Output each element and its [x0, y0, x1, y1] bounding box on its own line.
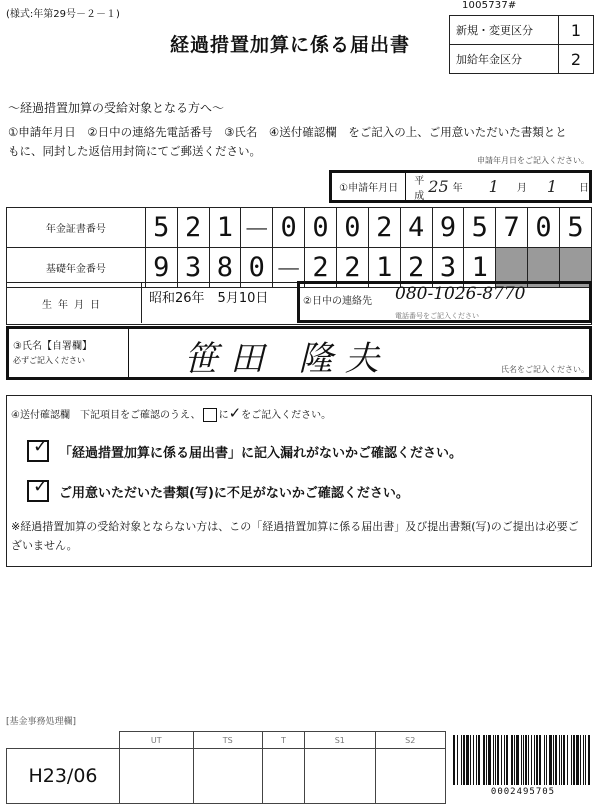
barcode-bar: [466, 735, 469, 785]
pension-cert-digit: 5: [145, 208, 177, 248]
barcode-bar: [463, 735, 465, 785]
category-value[interactable]: 2: [559, 45, 594, 74]
barcode-bar: [457, 735, 458, 785]
basic-pension-digit: 2: [336, 248, 368, 288]
pension-cert-digit: 4: [400, 208, 432, 248]
application-date-box: [329, 170, 592, 203]
barcode-bar: [501, 735, 502, 785]
category-table: [449, 15, 594, 74]
application-date-field[interactable]: [406, 173, 589, 200]
office-col-s1: S1: [305, 732, 375, 749]
basic-pension-digit: －: [273, 248, 305, 288]
month-value: 1: [488, 177, 499, 196]
barcode-bar: [553, 735, 554, 785]
year-value: 25: [428, 177, 449, 196]
application-date-label: ①申請年月日: [332, 173, 406, 200]
barcode: [453, 735, 593, 785]
contact-box: [297, 281, 592, 323]
document-id: 1005737#: [462, 0, 517, 11]
confirmation-heading: [11, 404, 331, 422]
barcode-bar: [495, 735, 496, 785]
barcode-bar: [580, 735, 581, 785]
barcode-bar: [514, 735, 515, 785]
office-cell: [375, 749, 445, 804]
checkbox-icon: [203, 408, 217, 422]
barcode-bar: [486, 735, 487, 785]
office-corner: [7, 732, 120, 749]
name-label-sub: 必ずご記入ください: [13, 356, 85, 365]
confirm-item-label: ご用意いただいた書類(写)に不足がないかご確認ください。: [59, 485, 409, 501]
confirm-head-pre: ④送付確認欄 下記項目をご確認のうえ、: [11, 410, 201, 421]
checkmark-icon: ✓: [33, 436, 49, 457]
barcode-bar: [561, 735, 562, 785]
barcode-bar: [504, 735, 505, 785]
era-label: 平成: [414, 175, 425, 202]
office-code: H23/06: [7, 749, 120, 804]
office-col-ts: TS: [193, 732, 262, 749]
name-label-text: ③氏名【自署欄】: [13, 341, 92, 352]
barcode-bar: [453, 735, 455, 785]
pension-cert-digit: 7: [496, 208, 528, 248]
basic-pension-digit: 9: [145, 248, 177, 288]
pension-cert-digit: 2: [177, 208, 209, 248]
barcode-bar: [511, 735, 513, 785]
barcode-bar: [478, 735, 480, 785]
barcode-bar: [549, 735, 552, 785]
contact-note: 電話番号をご記入ください: [395, 312, 479, 320]
office-cell: [262, 749, 304, 804]
day-value: 1: [546, 177, 557, 196]
pension-cert-digit: －: [241, 208, 273, 248]
office-cell: [120, 749, 194, 804]
barcode-bar: [473, 735, 474, 785]
category-label: 新規・変更区分: [450, 16, 559, 45]
pension-cert-digit: 9: [432, 208, 464, 248]
barcode-bar: [521, 735, 522, 785]
signature-field[interactable]: 笹田 隆夫: [184, 339, 391, 379]
basic-pension-label: 基礎年金番号: [7, 248, 146, 288]
number-grid: [6, 207, 592, 288]
office-col-s2: S2: [375, 732, 445, 749]
barcode-bar: [523, 735, 524, 785]
barcode-bar: [567, 735, 568, 785]
barcode-number: 0002495705: [490, 787, 556, 797]
checkmark-icon: ✓: [228, 404, 242, 422]
barcode-bar: [563, 735, 565, 785]
confirmation-section: [6, 395, 592, 567]
month-unit: 月: [516, 183, 527, 194]
pension-cert-digit: 1: [209, 208, 241, 248]
basic-pension-digit: 2: [400, 248, 432, 288]
office-header-row: [7, 732, 446, 749]
basic-pension-digit: 3: [432, 248, 464, 288]
office-body-row: [7, 749, 446, 804]
barcode-bar: [555, 735, 557, 785]
pension-cert-digit: 2: [368, 208, 400, 248]
barcode-bar: [573, 735, 575, 785]
category-value[interactable]: 1: [559, 16, 594, 45]
basic-pension-digit: 3: [177, 248, 209, 288]
confirm-checkbox[interactable]: [27, 476, 49, 502]
barcode-bar: [583, 735, 584, 785]
confirm-checkbox[interactable]: [27, 436, 49, 462]
page-title: 経過措置加算に係る届出書: [170, 34, 411, 56]
barcode-bar: [483, 735, 485, 785]
barcode-bar: [585, 735, 586, 785]
confirm-head-mid: に: [218, 410, 229, 421]
barcode-bar: [506, 735, 508, 785]
office-col-ut: UT: [120, 732, 194, 749]
office-col-t: T: [262, 732, 304, 749]
barcode-bar: [534, 735, 535, 785]
contact-phone-field[interactable]: 080-1026-8770: [395, 284, 526, 304]
date-note: 申請年月日をご記入ください。: [477, 156, 589, 165]
office-cell: [305, 749, 375, 804]
barcode-bar: [544, 735, 545, 785]
contact-label: ②日中の連絡先: [303, 296, 372, 307]
pension-cert-digit: 0: [336, 208, 368, 248]
name-note: 氏名をご記入ください。: [501, 365, 589, 374]
checkmark-icon: ✓: [33, 476, 49, 497]
pension-cert-label: 年金証書番号: [7, 208, 146, 248]
day-unit: 日: [579, 183, 589, 194]
pension-cert-digit: 0: [273, 208, 305, 248]
barcode-bar: [571, 735, 572, 785]
barcode-bar: [531, 735, 532, 785]
category-label: 加給年金区分: [450, 45, 559, 74]
office-use-label: [基金事務処理欄]: [6, 717, 77, 727]
intro-body: ①申請年月日 ②日中の連絡先電話番号 ③氏名 ④送付確認欄 をご記入の上、ご用意いただいた書類とともに、同封した返信用封筒にてご郵送ください。: [8, 125, 567, 158]
category-row: [450, 16, 594, 45]
pension-cert-digit: 0: [528, 208, 560, 248]
barcode-bar: [461, 735, 462, 785]
confirm-item: [27, 436, 463, 462]
barcode-bar: [476, 735, 477, 785]
barcode-bar: [539, 735, 541, 785]
basic-pension-digit: 0: [241, 248, 273, 288]
barcode-bar: [528, 735, 529, 785]
intro-heading: ～経過措置加算の受給対象となる方へ～: [8, 101, 225, 115]
barcode-bar: [546, 735, 547, 785]
barcode-bar: [516, 735, 519, 785]
pension-cert-digit: 0: [305, 208, 337, 248]
pension-cert-digit: 5: [559, 208, 591, 248]
confirm-item: [27, 476, 409, 502]
year-unit: 年: [452, 183, 463, 194]
office-cell: [193, 749, 262, 804]
birth-date-label: 生年月日: [7, 283, 142, 323]
barcode-bar: [525, 735, 527, 785]
barcode-bar: [497, 735, 499, 785]
confirmation-note: ※経過措置加算の受給対象とならない方は、この「経過措置加算に係る届出書」及び提出書類(写)のご提出は必要ございません。: [11, 520, 579, 552]
pension-cert-digit: 5: [464, 208, 496, 248]
pension-cert-row: [7, 208, 592, 248]
barcode-bar: [559, 735, 560, 785]
basic-pension-digit: 1: [368, 248, 400, 288]
barcode-bar: [470, 735, 471, 785]
birth-date-value: 昭和26年 5月10日: [149, 291, 269, 306]
category-row: [450, 45, 594, 74]
barcode-bar: [588, 735, 590, 785]
office-use-table: [6, 731, 446, 804]
name-label: [9, 329, 129, 377]
barcode-bar: [493, 735, 494, 785]
barcode-bar: [576, 735, 579, 785]
basic-pension-digit: 8: [209, 248, 241, 288]
barcode-bar: [536, 735, 538, 785]
confirm-item-label: 「経過措置加算に係る届出書」に記入漏れがないかご確認ください。: [59, 445, 463, 461]
barcode-bar: [488, 735, 491, 785]
basic-pension-digit: 1: [464, 248, 496, 288]
basic-pension-digit: 2: [305, 248, 337, 288]
form-code: (様式:年第29号－２－１): [6, 9, 120, 20]
confirm-head-post: をご記入ください。: [241, 410, 332, 421]
